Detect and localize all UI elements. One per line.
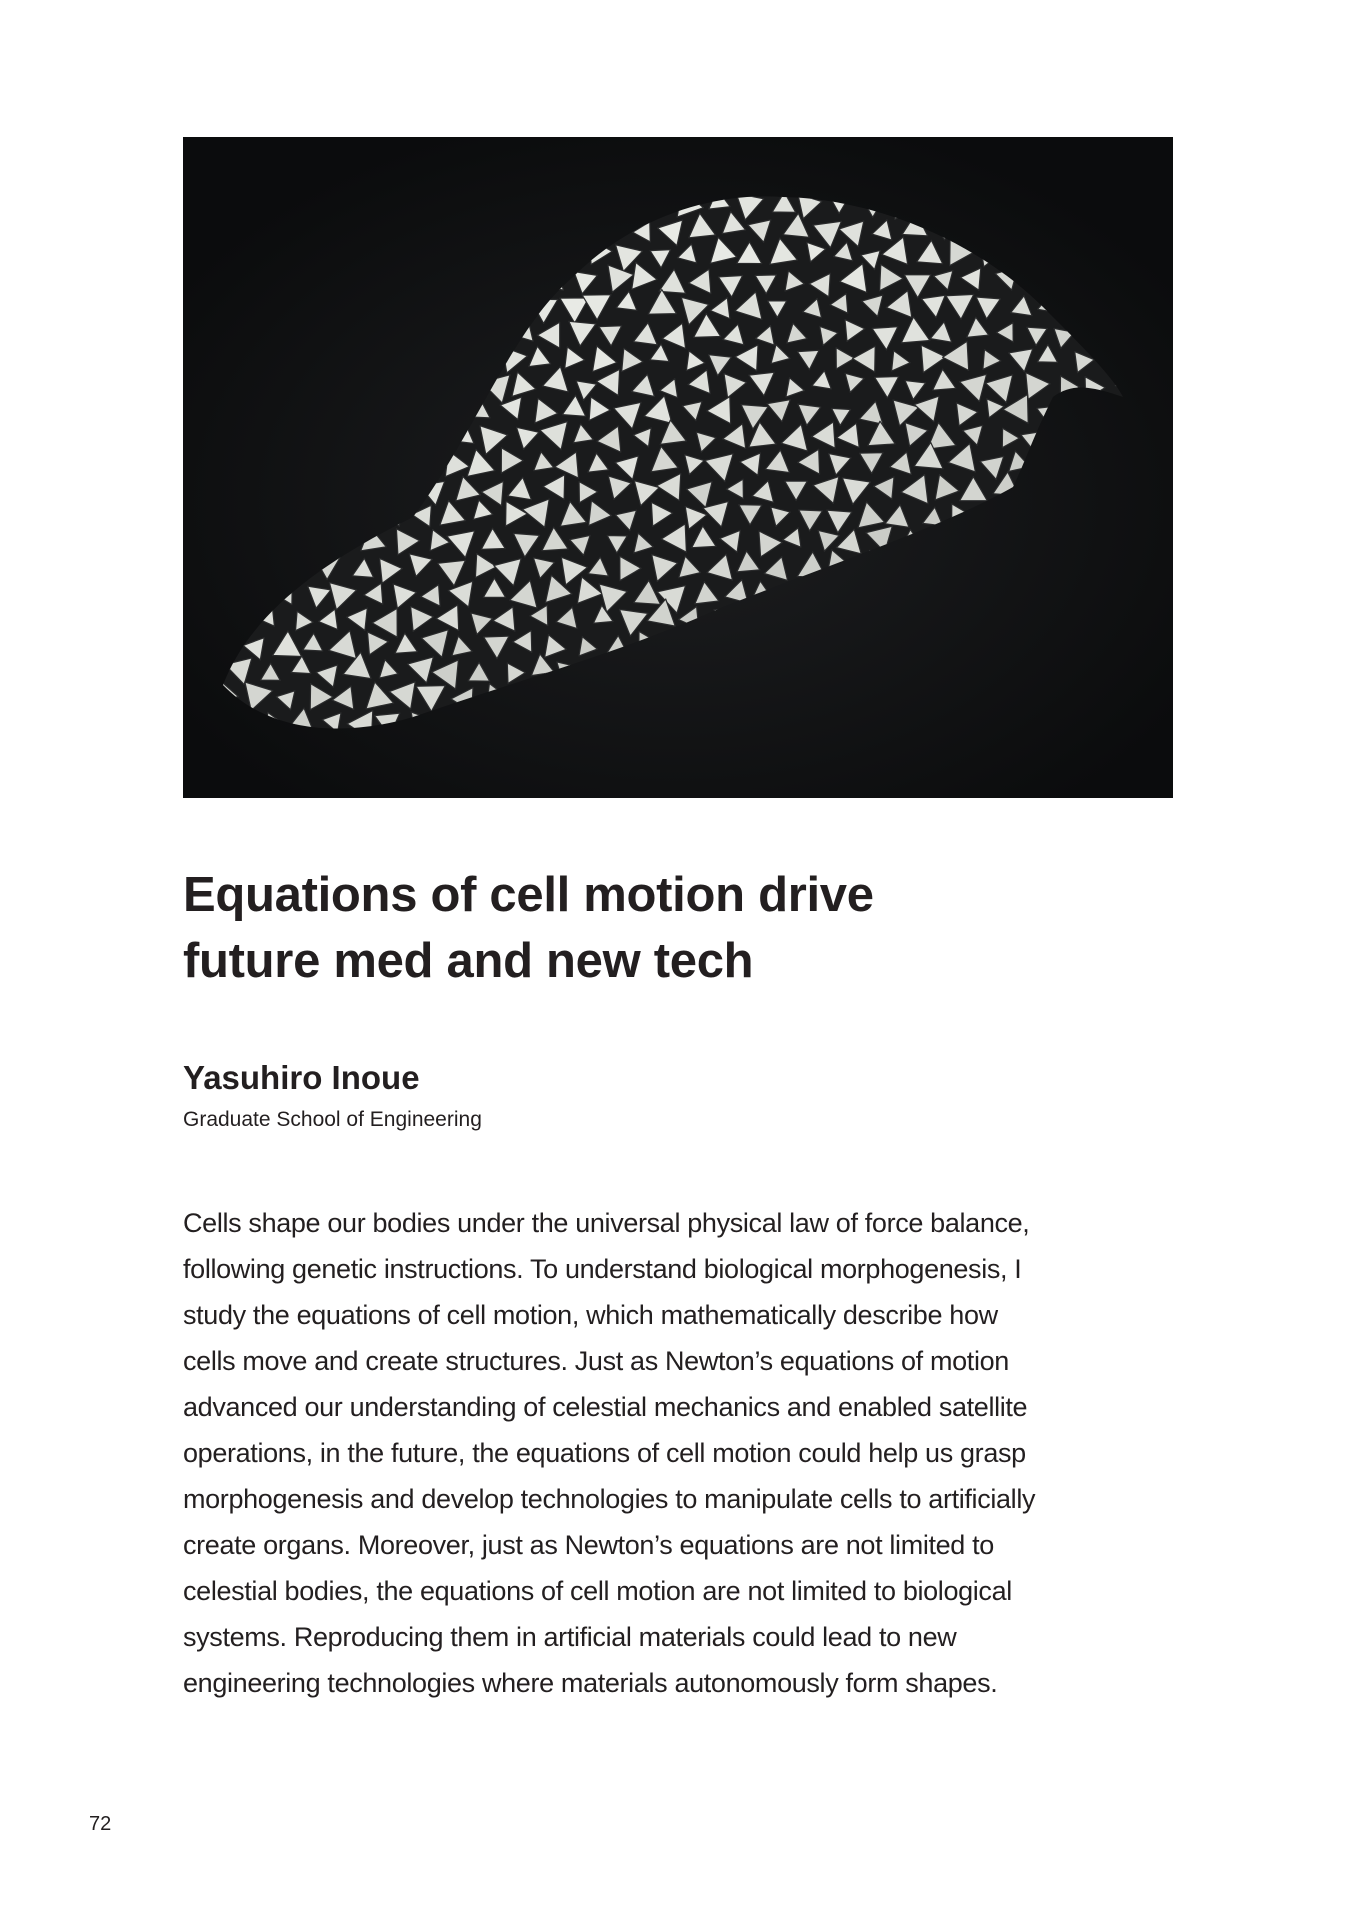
- author-affiliation: Graduate School of Engineering: [183, 1108, 482, 1131]
- article-title: [183, 862, 1183, 994]
- article-photo: [183, 137, 1173, 798]
- title-line: future med and new tech: [183, 934, 754, 988]
- author-name: Yasuhiro Inoue: [183, 1059, 420, 1096]
- page-number: 72: [89, 1813, 112, 1835]
- body-line: Cells shape our bodies under the universal physical law of force balance,: [183, 1208, 1030, 1238]
- body-line: advanced our understanding of celestial mechanics and enabled satellite: [183, 1392, 1028, 1422]
- article-body: [183, 1200, 1173, 1706]
- body-line: create organs. Moreover, just as Newton’s equations are not limited to: [183, 1530, 994, 1560]
- body-line: morphogenesis and develop technologies to manipulate cells to artificially: [183, 1484, 1036, 1514]
- body-line: following genetic instructions. To understand biological morphogenesis, I: [183, 1254, 1022, 1284]
- body-line: celestial bodies, the equations of cell motion are not limited to biological: [183, 1576, 1012, 1606]
- title-line: Equations of cell motion drive: [183, 868, 874, 922]
- body-line: engineering technologies where materials autonomously form shapes.: [183, 1668, 998, 1698]
- body-line: systems. Reproducing them in artificial materials could lead to new: [183, 1622, 957, 1652]
- cell-shell-image: [183, 137, 1173, 798]
- body-line: study the equations of cell motion, which mathematically describe how: [183, 1300, 998, 1330]
- body-line: operations, in the future, the equations of cell motion could help us grasp: [183, 1438, 1026, 1468]
- body-line: cells move and create structures. Just as Newton’s equations of motion: [183, 1346, 1009, 1376]
